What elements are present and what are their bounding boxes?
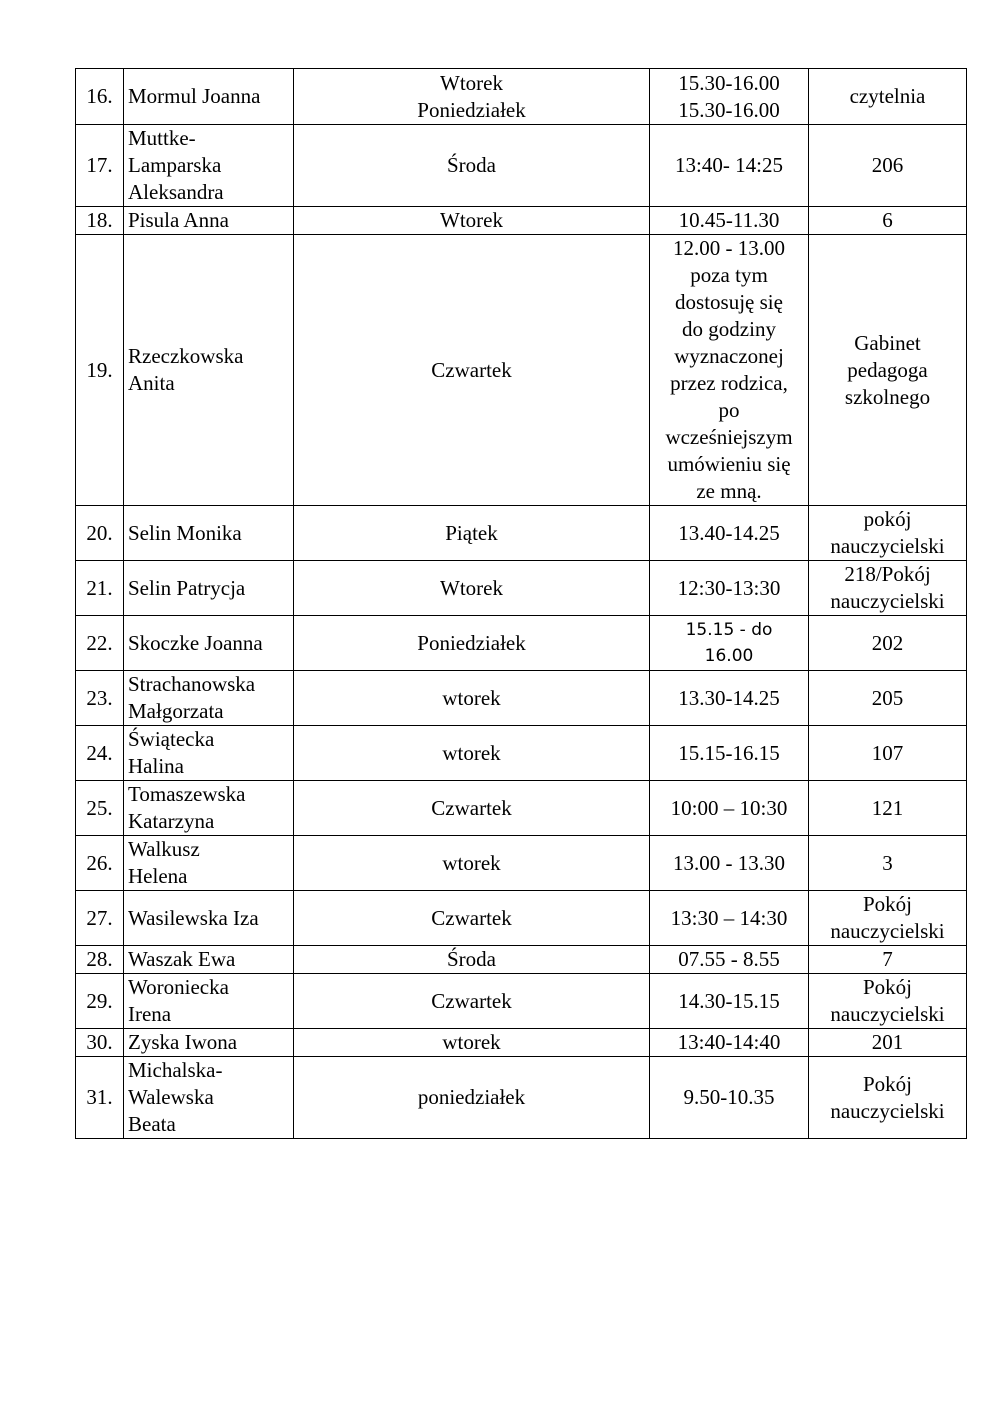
row-number: 24. xyxy=(76,726,124,781)
weekday-line: wtorek xyxy=(442,850,501,875)
consultation-time-line: ze mną. xyxy=(696,479,762,503)
table-row xyxy=(76,781,967,836)
weekday xyxy=(294,506,650,561)
row-number: 20. xyxy=(76,506,124,561)
row-number: 23. xyxy=(76,671,124,726)
consultation-time-line: 13.30-14.25 xyxy=(678,685,780,710)
consultation-time-line: dostosuję się xyxy=(675,290,783,314)
teacher-name-line: Waszak Ewa xyxy=(128,947,236,971)
consultation-time-line: po xyxy=(718,398,740,422)
table-row xyxy=(76,69,967,125)
consultation-time-line: poza tym xyxy=(690,263,768,287)
consultation-table xyxy=(75,68,967,1139)
room xyxy=(809,726,967,781)
teacher-name-line: Helena xyxy=(128,864,188,888)
row-number: 22. xyxy=(76,616,124,671)
consultation-time xyxy=(650,974,809,1029)
row-number: 25. xyxy=(76,781,124,836)
room-line: nauczycielski xyxy=(830,589,945,613)
teacher-name-line: Muttke- xyxy=(128,126,196,150)
teacher-name-line: Michalska- xyxy=(128,1058,223,1082)
consultation-time-line: 15.30-16.00 xyxy=(678,70,780,95)
consultation-time-line: 10:00 – 10:30 xyxy=(670,795,788,820)
room xyxy=(809,1057,967,1139)
consultation-time-line: 10.45-11.30 xyxy=(678,208,780,232)
room xyxy=(809,1029,967,1057)
consultation-time xyxy=(650,726,809,781)
room-line: Pokój xyxy=(862,975,912,999)
teacher-name-line: Małgorzata xyxy=(128,699,224,723)
teacher-name-line: Rzeczkowska xyxy=(128,344,244,368)
teacher-name xyxy=(124,891,294,946)
weekday-line: wtorek xyxy=(442,740,501,765)
row-number: 19. xyxy=(76,235,124,506)
teacher-name-line: Woroniecka xyxy=(128,975,229,999)
teacher-name-line: Świątecka xyxy=(128,727,215,751)
consultation-time xyxy=(650,616,809,671)
consultation-time-line: 13:30 – 14:30 xyxy=(670,905,788,930)
room-line: 3 xyxy=(882,850,893,875)
room xyxy=(809,69,967,125)
teacher-name-line: Katarzyna xyxy=(128,809,215,833)
weekday xyxy=(294,69,650,125)
consultation-time-line: wyznaczonej xyxy=(674,344,784,368)
row-number: 21. xyxy=(76,561,124,616)
teacher-name xyxy=(124,207,294,235)
table-row xyxy=(76,561,967,616)
row-number: 28. xyxy=(76,946,124,974)
table-row xyxy=(76,1029,967,1057)
teacher-name-line: Strachanowska xyxy=(128,672,256,696)
room xyxy=(809,125,967,207)
table-row xyxy=(76,235,967,506)
table-row xyxy=(76,891,967,946)
table-row xyxy=(76,125,967,207)
weekday xyxy=(294,891,650,946)
weekday-line: Poniedziałek xyxy=(417,630,526,655)
consultation-time xyxy=(650,561,809,616)
weekday-line: Czwartek xyxy=(431,988,512,1013)
consultation-time xyxy=(650,69,809,125)
teacher-name xyxy=(124,836,294,891)
room xyxy=(809,671,967,726)
consultation-time-line: wcześniejszym xyxy=(665,425,793,449)
weekday xyxy=(294,671,650,726)
consultation-time xyxy=(650,671,809,726)
room-line: Pokój xyxy=(862,1071,912,1096)
consultation-time-line: 15.15 - do xyxy=(685,620,773,640)
consultation-time xyxy=(650,946,809,974)
consultation-time-line: 12.00 - 13.00 xyxy=(673,236,785,260)
teacher-name-line: Skoczke Joanna xyxy=(128,630,263,655)
teacher-name xyxy=(124,781,294,836)
weekday-line: Poniedziałek xyxy=(417,97,526,122)
table-row xyxy=(76,207,967,235)
room-line: pokój xyxy=(863,507,912,531)
teacher-name-line: Zyska Iwona xyxy=(128,1030,238,1054)
consultation-time-line: 12:30-13:30 xyxy=(677,575,781,600)
consultation-time xyxy=(650,836,809,891)
consultation-time-line: przez rodzica, xyxy=(670,371,788,395)
weekday-line: Środa xyxy=(447,947,496,971)
teacher-name-line: Walewska xyxy=(128,1085,214,1109)
room xyxy=(809,561,967,616)
teacher-name-line: Anita xyxy=(128,371,175,395)
room xyxy=(809,974,967,1029)
weekday xyxy=(294,1029,650,1057)
row-number: 18. xyxy=(76,207,124,235)
table-row xyxy=(76,726,967,781)
teacher-name-line: Lamparska xyxy=(128,153,222,177)
weekday xyxy=(294,616,650,671)
teacher-name xyxy=(124,506,294,561)
teacher-name-line: Tomaszewska xyxy=(128,782,246,806)
consultation-time-line: 16.00 xyxy=(704,646,754,666)
room-line: 107 xyxy=(871,740,904,765)
teacher-name xyxy=(124,561,294,616)
room xyxy=(809,235,967,506)
weekday-line: Wtorek xyxy=(440,208,503,232)
row-number: 26. xyxy=(76,836,124,891)
weekday xyxy=(294,561,650,616)
weekday-line: wtorek xyxy=(442,685,501,710)
teacher-name xyxy=(124,125,294,207)
room-line: czytelnia xyxy=(849,84,926,108)
table-row xyxy=(76,616,967,671)
weekday xyxy=(294,235,650,506)
weekday xyxy=(294,946,650,974)
consultation-time xyxy=(650,207,809,235)
teacher-name xyxy=(124,616,294,671)
room-line: 6 xyxy=(882,208,893,232)
row-number: 16. xyxy=(76,69,124,125)
row-number: 17. xyxy=(76,125,124,207)
teacher-name-line: Walkusz xyxy=(128,837,200,861)
teacher-name xyxy=(124,671,294,726)
table-row xyxy=(76,974,967,1029)
room-line: 201 xyxy=(871,1030,904,1054)
row-number: 29. xyxy=(76,974,124,1029)
consultation-time-line: 07.55 - 8.55 xyxy=(678,947,780,971)
consultation-time-line: umówieniu się xyxy=(667,452,791,476)
weekday xyxy=(294,1057,650,1139)
room-line: 202 xyxy=(871,630,904,655)
room-line: szkolnego xyxy=(844,384,931,409)
table-row xyxy=(76,836,967,891)
room-line: nauczycielski xyxy=(830,1002,945,1026)
weekday-line: Czwartek xyxy=(431,795,512,820)
room-line: Gabinet xyxy=(854,330,921,355)
table-body xyxy=(76,69,967,1139)
weekday xyxy=(294,726,650,781)
weekday-line: poniedziałek xyxy=(417,1085,526,1109)
teacher-name-line: Selin Patrycja xyxy=(128,575,246,600)
room-line: pedagoga xyxy=(847,357,928,382)
room xyxy=(809,891,967,946)
consultation-time-line: 13:40- 14:25 xyxy=(675,153,783,177)
weekday xyxy=(294,836,650,891)
consultation-time-line: 9.50-10.35 xyxy=(683,1085,775,1109)
teacher-name xyxy=(124,726,294,781)
teacher-name xyxy=(124,974,294,1029)
teacher-name xyxy=(124,235,294,506)
consultation-time-line: 13.40-14.25 xyxy=(678,520,780,545)
teacher-name xyxy=(124,1029,294,1057)
consultation-time xyxy=(650,1057,809,1139)
teacher-name xyxy=(124,1057,294,1139)
teacher-name-line: Selin Monika xyxy=(128,520,242,545)
consultation-time xyxy=(650,1029,809,1057)
consultation-time-line: 13.00 - 13.30 xyxy=(673,850,785,875)
consultation-time-line: do godziny xyxy=(682,317,776,341)
weekday-line: Piątek xyxy=(445,520,498,545)
weekday xyxy=(294,207,650,235)
consultation-time xyxy=(650,781,809,836)
table-row xyxy=(76,671,967,726)
consultation-time xyxy=(650,235,809,506)
room xyxy=(809,207,967,235)
teacher-name-line: Irena xyxy=(128,1002,172,1026)
teacher-name-line: Aleksandra xyxy=(128,180,224,204)
room xyxy=(809,836,967,891)
row-number: 31. xyxy=(76,1057,124,1139)
room-line: nauczycielski xyxy=(830,919,945,943)
row-number: 27. xyxy=(76,891,124,946)
table-row xyxy=(76,946,967,974)
room xyxy=(809,946,967,974)
room xyxy=(809,781,967,836)
teacher-name-line: Beata xyxy=(128,1112,176,1136)
teacher-name-line: Mormul Joanna xyxy=(128,84,261,108)
room xyxy=(809,506,967,561)
consultation-time-line: 13:40-14:40 xyxy=(677,1030,781,1054)
consultation-time-line: 15.30-16.00 xyxy=(678,97,780,122)
room-line: Pokój xyxy=(862,892,912,916)
weekday xyxy=(294,125,650,207)
table-row xyxy=(76,506,967,561)
teacher-name xyxy=(124,69,294,125)
weekday xyxy=(294,781,650,836)
weekday-line: Środa xyxy=(447,153,496,177)
weekday-line: Czwartek xyxy=(431,357,512,382)
teacher-name-line: Wasilewska Iza xyxy=(128,905,259,930)
room-line: 205 xyxy=(871,685,904,710)
weekday-line: Wtorek xyxy=(440,70,503,95)
weekday xyxy=(294,974,650,1029)
weekday-line: wtorek xyxy=(442,1030,501,1054)
consultation-time xyxy=(650,125,809,207)
room-line: 218/Pokój xyxy=(844,562,931,586)
room-line: 121 xyxy=(871,795,904,820)
consultation-time-line: 15.15-16.15 xyxy=(678,740,780,765)
room-line: 206 xyxy=(871,153,904,177)
table-row xyxy=(76,1057,967,1139)
room-line: nauczycielski xyxy=(830,1098,945,1123)
teacher-name-line: Pisula Anna xyxy=(128,208,229,232)
consultation-time-line: 14.30-15.15 xyxy=(678,988,780,1013)
room-line: nauczycielski xyxy=(830,534,945,558)
teacher-name xyxy=(124,946,294,974)
weekday-line: Czwartek xyxy=(431,905,512,930)
room xyxy=(809,616,967,671)
weekday-line: Wtorek xyxy=(440,575,503,600)
consultation-time xyxy=(650,506,809,561)
teacher-name-line: Halina xyxy=(128,754,184,778)
consultation-time xyxy=(650,891,809,946)
row-number: 30. xyxy=(76,1029,124,1057)
room-line: 7 xyxy=(882,947,893,971)
